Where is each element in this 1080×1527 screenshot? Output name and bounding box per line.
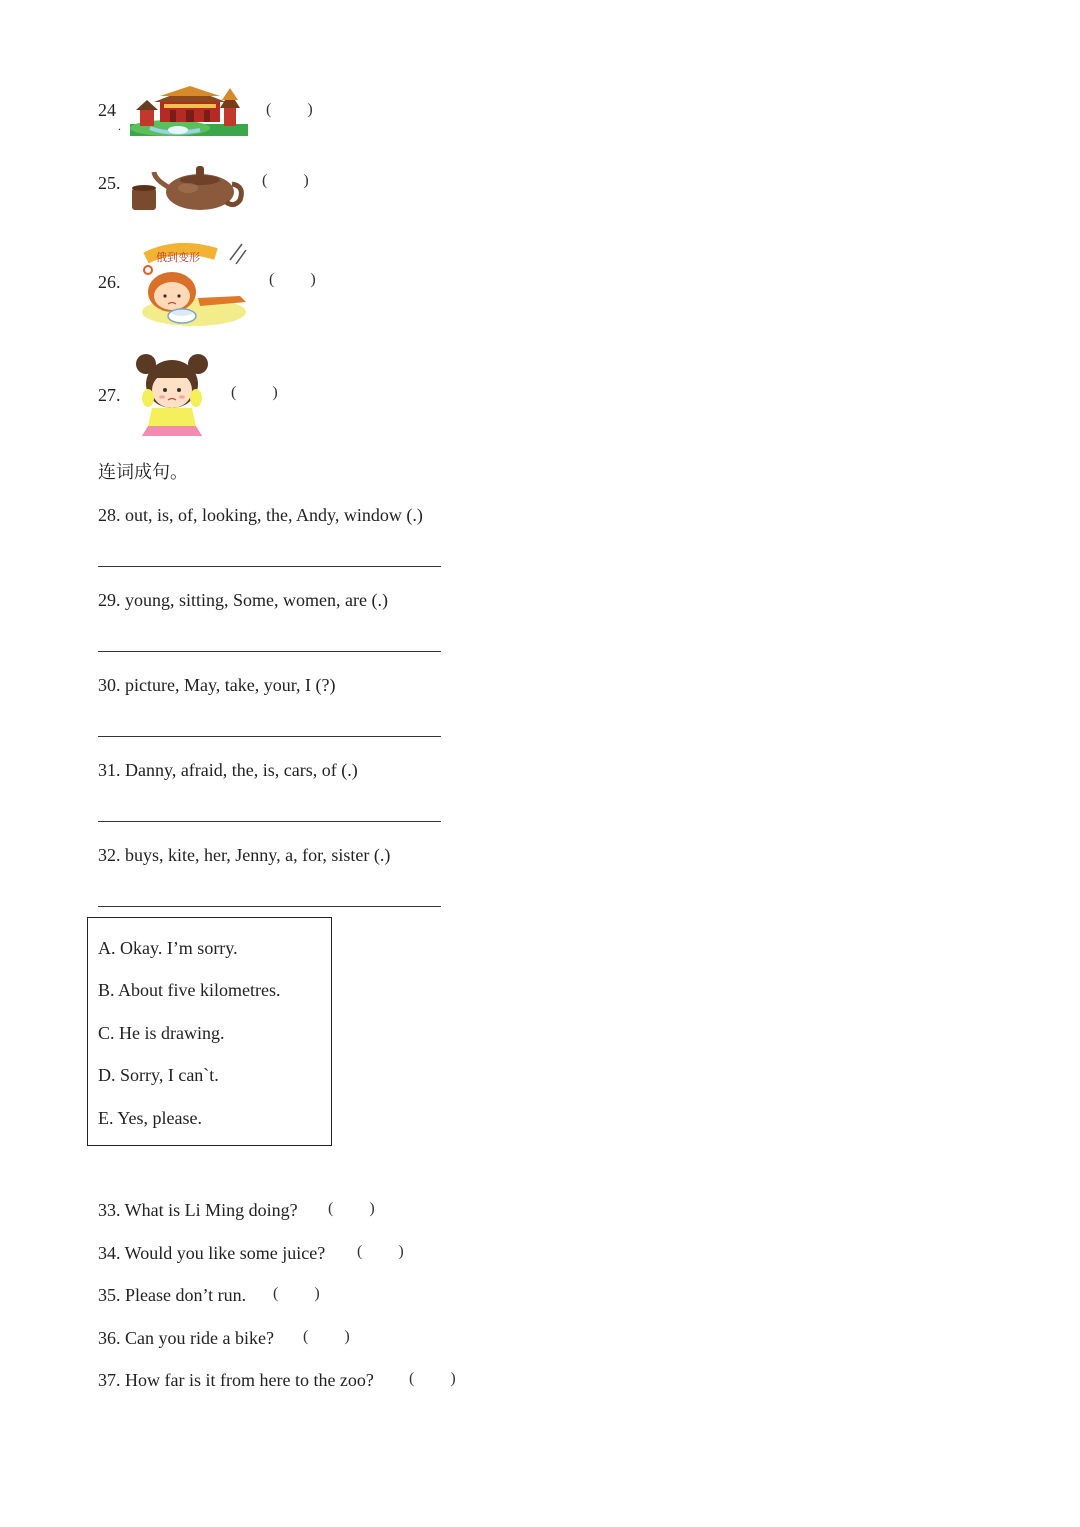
- question-text: 37. How far is it from here to the zoo?: [98, 1370, 374, 1390]
- crying-girl-icon: [132, 350, 212, 438]
- option-d: D. Sorry, I can`t.: [98, 1065, 219, 1085]
- question-text: 33. What is Li Ming doing?: [98, 1200, 298, 1220]
- answer-line[interactable]: [98, 906, 441, 907]
- option-c: C. He is drawing.: [98, 1023, 225, 1043]
- section-title: 连词成句。: [98, 462, 188, 482]
- question-text: 35. Please don’t run.: [98, 1285, 247, 1305]
- sentence-prompt: 32. buys, kite, her, Jenny, a, for, sister (.): [98, 845, 391, 865]
- question-number-dot: .: [118, 119, 121, 133]
- question-text: 36. Can you ride a bike?: [98, 1328, 274, 1348]
- answer-parentheses[interactable]: ( ): [357, 1243, 404, 1260]
- doodle-text: 俄到变形: [156, 251, 200, 264]
- hungry-girl-icon: [138, 240, 250, 328]
- answer-parentheses[interactable]: ( ): [328, 1200, 375, 1217]
- answer-parentheses[interactable]: ( ): [409, 1370, 456, 1387]
- option-a: A. Okay. I’m sorry.: [98, 938, 238, 958]
- answer-parentheses[interactable]: ( ): [273, 1285, 320, 1302]
- question-number: 27.: [98, 385, 121, 405]
- palace-icon: [130, 86, 248, 136]
- question-number: 24: [98, 100, 116, 120]
- answer-parentheses[interactable]: ( ): [269, 271, 316, 288]
- answer-parentheses[interactable]: ( ): [231, 384, 278, 401]
- sentence-prompt: 28. out, is, of, looking, the, Andy, window (.): [98, 505, 423, 525]
- answer-line[interactable]: [98, 736, 441, 737]
- teapot-icon: [130, 158, 245, 214]
- question-text: 34. Would you like some juice?: [98, 1243, 326, 1263]
- answer-parentheses[interactable]: ( ): [266, 101, 313, 118]
- question-number: 25.: [98, 173, 121, 193]
- sentence-prompt: 31. Danny, afraid, the, is, cars, of (.): [98, 760, 358, 780]
- sentence-prompt: 29. young, sitting, Some, women, are (.): [98, 590, 388, 610]
- answer-parentheses[interactable]: ( ): [303, 1328, 350, 1345]
- answer-line[interactable]: [98, 651, 441, 652]
- answer-parentheses[interactable]: ( ): [262, 172, 309, 189]
- answer-line[interactable]: [98, 821, 441, 822]
- sentence-prompt: 30. picture, May, take, your, I (?): [98, 675, 336, 695]
- answer-line[interactable]: [98, 566, 441, 567]
- option-b: B. About five kilometres.: [98, 980, 281, 1000]
- option-e: E. Yes, please.: [98, 1108, 202, 1128]
- question-number: 26.: [98, 272, 121, 292]
